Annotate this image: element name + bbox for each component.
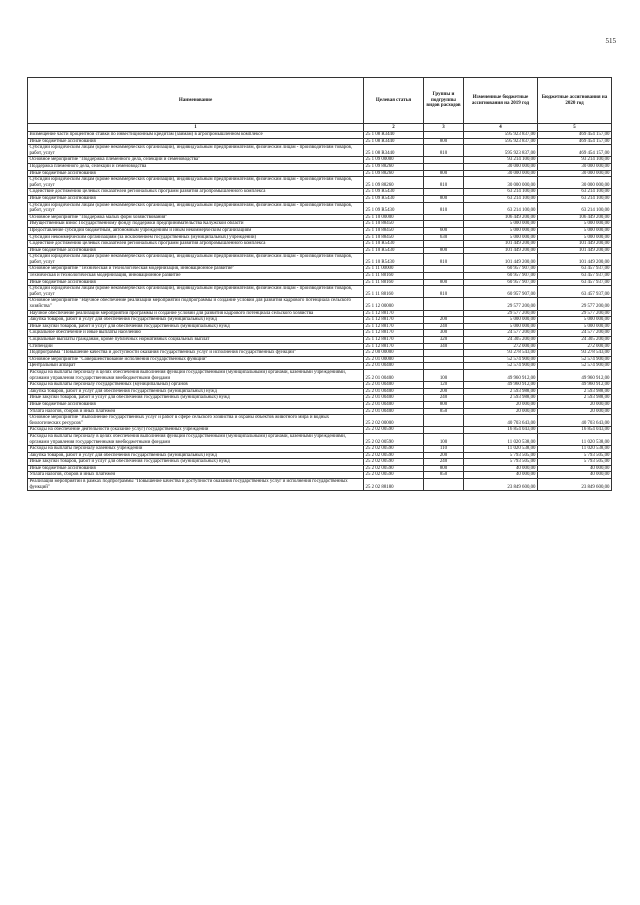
column-number: 5 xyxy=(538,124,612,132)
row-amended-2019: 101 449 200,00 xyxy=(464,241,538,248)
row-expense-group xyxy=(424,310,464,317)
row-expense-group: 810 xyxy=(424,145,464,157)
row-amended-2019: 60 957 907,00 xyxy=(464,266,538,273)
row-expense-group xyxy=(424,214,464,221)
row-expense-group: 800 xyxy=(424,170,464,177)
row-expense-group xyxy=(424,479,464,491)
row-amended-2019: 60 957 907,00 xyxy=(464,273,538,280)
row-amended-2019: 5 000 000,00 xyxy=(464,234,538,241)
row-expense-group xyxy=(424,241,464,248)
row-budget-2020: 93 278 543,00 xyxy=(538,350,612,357)
row-budget-2020: 5 793 505,00 xyxy=(538,452,612,459)
row-expense-group xyxy=(424,298,464,310)
table-row xyxy=(28,452,612,459)
table-row xyxy=(28,472,612,479)
table-row xyxy=(28,177,612,189)
row-amended-2019: 101 449 200,00 xyxy=(464,247,538,254)
table-row xyxy=(28,388,612,395)
row-name: Иные бюджетные ассигнования xyxy=(28,170,364,177)
row-target-code: 25 2 02 00590 xyxy=(364,465,424,472)
row-expense-group: 100 xyxy=(424,433,464,445)
row-target-code: 25 2 02 00590 xyxy=(364,433,424,445)
row-budget-2020: 469 454 157,00 xyxy=(538,145,612,157)
table-row xyxy=(28,317,612,324)
row-name: Иные бюджетные ассигнования xyxy=(28,247,364,254)
row-amended-2019: 595 923 837,00 xyxy=(464,145,538,157)
row-budget-2020: 52 574 900,00 xyxy=(538,356,612,363)
row-budget-2020: 5 000 000,00 xyxy=(538,227,612,234)
row-target-code: 25 1 10 88450 xyxy=(364,234,424,241)
row-amended-2019: 23 849 600,00 xyxy=(464,479,538,491)
table-row xyxy=(28,132,612,139)
row-expense-group: 340 xyxy=(424,343,464,350)
table-row xyxy=(28,337,612,344)
row-amended-2019: 52 574 900,00 xyxy=(464,363,538,370)
row-expense-group xyxy=(424,273,464,280)
row-budget-2020: 101 449 200,00 xyxy=(538,247,612,254)
row-name: Основное мероприятие "Поддержка племенного дела, селекции и семеноводства" xyxy=(28,157,364,164)
table-row xyxy=(28,298,612,310)
table-row xyxy=(28,310,612,317)
row-expense-group xyxy=(424,266,464,273)
row-expense-group: 800 xyxy=(424,138,464,145)
row-budget-2020: 49 960 912,00 xyxy=(538,369,612,381)
row-name: Расходы на выплаты персоналу государственных (муниципальных) органов xyxy=(28,382,364,389)
row-budget-2020: 63 214 100,00 xyxy=(538,189,612,196)
row-target-code: 25 2 02 00590 xyxy=(364,427,424,434)
row-amended-2019: 5 000 000,00 xyxy=(464,323,538,330)
table-row xyxy=(28,241,612,248)
row-target-code: 25 1 10 00000 xyxy=(364,214,424,221)
row-amended-2019: 30 000 000,00 xyxy=(464,163,538,170)
row-name: Субсидии юридическим лицам (кроме некоммерческих организаций), индивидуальным предпринимателям, физическим лицам - производителям товаров, работ, услуг xyxy=(28,286,364,298)
row-expense-group xyxy=(424,221,464,228)
row-target-code: 25 2 01 00400 xyxy=(364,363,424,370)
row-budget-2020: 16 854 043,00 xyxy=(538,427,612,434)
row-target-code: 25 1 09 00000 xyxy=(364,157,424,164)
table-row xyxy=(28,138,612,145)
row-name: Закупка товаров, работ и услуг для обеспечения государственных (муниципальных) нужд xyxy=(28,388,364,395)
row-target-code: 25 1 11 00000 xyxy=(364,266,424,273)
row-expense-group: 120 xyxy=(424,382,464,389)
header-group: Группы и подгруппы видов расходов xyxy=(424,78,464,124)
row-target-code: 25 1 12 88170 xyxy=(364,337,424,344)
row-budget-2020: 5 000 000,00 xyxy=(538,221,612,228)
table-row xyxy=(28,254,612,266)
table-row xyxy=(28,382,612,389)
row-expense-group xyxy=(424,163,464,170)
row-budget-2020: 30 000 000,00 xyxy=(538,170,612,177)
row-name: Иные закупки товаров, работ и услуг для обеспечения государственных (муниципальных) нужд xyxy=(28,459,364,466)
row-target-code: 25 1 12 00000 xyxy=(364,298,424,310)
row-amended-2019: 101 449 200,00 xyxy=(464,254,538,266)
row-name: Субсидии юридическим лицам (кроме некоммерческих организаций), индивидуальным предпринимателям, физическим лицам - производителям товаров, работ, услуг xyxy=(28,177,364,189)
table-row xyxy=(28,189,612,196)
row-target-code: 25 1 10 R5430 xyxy=(364,254,424,266)
table-row xyxy=(28,157,612,164)
row-budget-2020: 20 000,00 xyxy=(538,401,612,408)
row-name: Поддержка племенного дела, селекции и семеноводства xyxy=(28,163,364,170)
row-expense-group: 320 xyxy=(424,337,464,344)
row-target-code: 25 1 08 R3440 xyxy=(364,138,424,145)
table-row xyxy=(28,202,612,214)
table-row xyxy=(28,273,612,280)
row-target-code: 25 1 11 88160 xyxy=(364,273,424,280)
row-target-code: 25 1 09 R5430 xyxy=(364,189,424,196)
row-expense-group: 810 xyxy=(424,286,464,298)
row-expense-group: 300 xyxy=(424,330,464,337)
row-name: Иные бюджетные ассигнования xyxy=(28,401,364,408)
row-budget-2020: 11 020 538,00 xyxy=(538,446,612,453)
row-budget-2020: 5 000 000,00 xyxy=(538,323,612,330)
row-expense-group: 240 xyxy=(424,323,464,330)
row-name: Уплата налогов, сборов и иных платежей xyxy=(28,408,364,415)
budget-table-container xyxy=(27,77,611,491)
row-amended-2019: 106 449 200,00 xyxy=(464,214,538,221)
row-name: Основное мероприятие "Выполнение государственных услуг и работ в сфере сельского хозяйства и охраны объектов животного мира и водных биологических ресурсов" xyxy=(28,415,364,427)
table-row xyxy=(28,479,612,491)
row-name: Уплата налогов, сборов и иных платежей xyxy=(28,472,364,479)
row-amended-2019: 63 214 100,00 xyxy=(464,202,538,214)
table-row xyxy=(28,459,612,466)
header-name: Наименование xyxy=(28,78,364,124)
row-expense-group: 810 xyxy=(424,254,464,266)
row-name: Содействие достижению целевых показателей региональных программ развития агропромышленного комплекса xyxy=(28,189,364,196)
row-expense-group xyxy=(424,356,464,363)
row-amended-2019: 595 923 837,00 xyxy=(464,138,538,145)
row-amended-2019: 29 577 200,00 xyxy=(464,298,538,310)
row-budget-2020: 63 214 100,00 xyxy=(538,195,612,202)
budget-table xyxy=(27,77,612,491)
table-row xyxy=(28,247,612,254)
row-amended-2019: 16 854 043,00 xyxy=(464,427,538,434)
row-amended-2019: 60 957 907,00 xyxy=(464,286,538,298)
row-budget-2020: 63 457 937,00 xyxy=(538,273,612,280)
row-target-code: 25 1 09 R5430 xyxy=(364,195,424,202)
row-budget-2020: 52 574 900,00 xyxy=(538,363,612,370)
row-name: Подпрограмма "Повышение качества и доступности оказания государственных услуг и исполнения государственных функций" xyxy=(28,350,364,357)
row-name: Иные бюджетные ассигнования xyxy=(28,138,364,145)
row-name: Расходы на выплаты персоналу в целях обеспечения выполнения функций государственными (муниципальными) органами, казенными учреждениями, органами управления государственными внебюджетными фондами xyxy=(28,433,364,445)
row-target-code: 25 2 02 00590 xyxy=(364,452,424,459)
row-expense-group: 110 xyxy=(424,446,464,453)
row-amended-2019: 595 923 837,00 xyxy=(464,132,538,139)
row-budget-2020: 63 457 937,00 xyxy=(538,279,612,286)
row-expense-group: 200 xyxy=(424,317,464,324)
row-target-code: 25 1 10 88450 xyxy=(364,221,424,228)
row-expense-group: 600 xyxy=(424,227,464,234)
row-name: Основное мероприятие "Совершенствование исполнения государственных функций" xyxy=(28,356,364,363)
row-name: Расходы на выплаты персоналу казенных учреждений xyxy=(28,446,364,453)
row-name: Техническая и технологическая модернизация, инновационное развитие xyxy=(28,273,364,280)
row-budget-2020: 29 577 200,00 xyxy=(538,298,612,310)
row-target-code: 25 2 02 88180 xyxy=(364,479,424,491)
column-number: 4 xyxy=(464,124,538,132)
row-name: Стипендии xyxy=(28,343,364,350)
row-amended-2019: 5 000 000,00 xyxy=(464,227,538,234)
row-amended-2019: 11 020 538,00 xyxy=(464,433,538,445)
row-amended-2019: 93 214 100,00 xyxy=(464,157,538,164)
row-name: Возмещение части процентной ставки по инвестиционным кредитам (займам) в агропромышленном комплексе xyxy=(28,132,364,139)
table-row xyxy=(28,266,612,273)
row-target-code: 25 2 01 00400 xyxy=(364,382,424,389)
row-name: Расходы на выплаты персоналу в целях обеспечения выполнения функций государственными (муниципальными) органами, казенными учреждениями, органами управления государственными внебюджетными фондами xyxy=(28,369,364,381)
row-target-code: 25 1 10 R5430 xyxy=(364,247,424,254)
row-name: Центральный аппарат xyxy=(28,363,364,370)
row-expense-group xyxy=(424,189,464,196)
row-name: Иные бюджетные ассигнования xyxy=(28,279,364,286)
row-amended-2019: 40 703 643,00 xyxy=(464,415,538,427)
row-budget-2020: 63 457 937,00 xyxy=(538,266,612,273)
table-row xyxy=(28,330,612,337)
row-name: Иные бюджетные ассигнования xyxy=(28,465,364,472)
row-budget-2020: 101 449 200,00 xyxy=(538,254,612,266)
row-budget-2020: 5 000 000,00 xyxy=(538,317,612,324)
row-name: Иные бюджетные ассигнования xyxy=(28,195,364,202)
table-row xyxy=(28,323,612,330)
row-amended-2019: 2 593 988,00 xyxy=(464,388,538,395)
row-target-code: 25 1 11 88160 xyxy=(364,279,424,286)
row-budget-2020: 30 000 000,00 xyxy=(538,163,612,170)
table-row xyxy=(28,214,612,221)
table-row xyxy=(28,343,612,350)
row-amended-2019: 29 577 200,00 xyxy=(464,310,538,317)
row-budget-2020: 29 577 200,00 xyxy=(538,310,612,317)
row-target-code: 25 2 02 00000 xyxy=(364,415,424,427)
row-budget-2020: 23 849 600,00 xyxy=(538,479,612,491)
row-name: Имущественный взнос Государственному фонду поддержки предпринимательства Калужской области xyxy=(28,221,364,228)
row-target-code: 25 2 01 00400 xyxy=(364,395,424,402)
row-budget-2020: 2 593 988,00 xyxy=(538,388,612,395)
row-expense-group: 100 xyxy=(424,369,464,381)
row-amended-2019: 63 214 100,00 xyxy=(464,189,538,196)
row-expense-group: 630 xyxy=(424,234,464,241)
row-amended-2019: 40 000,00 xyxy=(464,465,538,472)
row-budget-2020: 5 000 000,00 xyxy=(538,234,612,241)
column-number-row xyxy=(28,124,612,132)
row-target-code: 25 1 12 88170 xyxy=(364,317,424,324)
row-amended-2019: 20 000,00 xyxy=(464,401,538,408)
row-name: Закупка товаров, работ и услуг для обеспечения государственных (муниципальных) нужд xyxy=(28,452,364,459)
row-target-code: 25 1 10 R5430 xyxy=(364,241,424,248)
row-expense-group: 800 xyxy=(424,279,464,286)
row-name: Социальные выплаты гражданам, кроме публичных нормативных социальных выплат xyxy=(28,337,364,344)
header-row xyxy=(28,78,612,124)
row-expense-group: 810 xyxy=(424,177,464,189)
row-target-code: 25 2 00 00000 xyxy=(364,350,424,357)
table-row xyxy=(28,227,612,234)
row-amended-2019: 52 574 900,00 xyxy=(464,356,538,363)
table-row xyxy=(28,446,612,453)
row-amended-2019: 30 000 000,00 xyxy=(464,177,538,189)
row-name: Закупка товаров, работ и услуг для обеспечения государственных (муниципальных) нужд xyxy=(28,317,364,324)
table-row xyxy=(28,286,612,298)
column-number: 2 xyxy=(364,124,424,132)
row-target-code: 25 1 08 R3440 xyxy=(364,145,424,157)
row-expense-group xyxy=(424,415,464,427)
table-row xyxy=(28,363,612,370)
row-amended-2019: 20 000,00 xyxy=(464,408,538,415)
table-row xyxy=(28,195,612,202)
row-amended-2019: 5 000 000,00 xyxy=(464,317,538,324)
row-target-code: 25 2 01 00400 xyxy=(364,369,424,381)
row-target-code: 25 2 02 00590 xyxy=(364,446,424,453)
table-row xyxy=(28,356,612,363)
column-number: 3 xyxy=(424,124,464,132)
row-amended-2019: 5 793 505,00 xyxy=(464,459,538,466)
row-budget-2020: 40 000,00 xyxy=(538,465,612,472)
row-target-code: 25 1 12 88170 xyxy=(364,330,424,337)
row-target-code: 25 1 10 88450 xyxy=(364,227,424,234)
row-amended-2019: 63 214 100,00 xyxy=(464,195,538,202)
header-budget-2020: Бюджетные ассигнования на 2020 год xyxy=(538,78,612,124)
table-row xyxy=(28,234,612,241)
row-name: Предоставление субсидий бюджетным, автономным учреждениям и иным некоммерческим организациям xyxy=(28,227,364,234)
row-expense-group xyxy=(424,132,464,139)
row-expense-group: 800 xyxy=(424,465,464,472)
row-budget-2020: 30 000 000,00 xyxy=(538,177,612,189)
row-amended-2019: 2 593 988,00 xyxy=(464,395,538,402)
table-body xyxy=(28,124,612,491)
header-code: Целевая статья xyxy=(364,78,424,124)
row-expense-group: 850 xyxy=(424,408,464,415)
row-name: Содействие достижению целевых показателей региональных программ развития агропромышленного комплекса xyxy=(28,241,364,248)
row-expense-group xyxy=(424,427,464,434)
row-expense-group: 800 xyxy=(424,195,464,202)
row-amended-2019: 49 960 912,00 xyxy=(464,382,538,389)
row-amended-2019: 60 957 907,00 xyxy=(464,279,538,286)
row-amended-2019: 30 000 000,00 xyxy=(464,170,538,177)
row-name: Основное мероприятие "Техническая и технологическая модернизация, инновационное развитие" xyxy=(28,266,364,273)
row-amended-2019: 40 000,00 xyxy=(464,472,538,479)
row-amended-2019: 5 793 505,00 xyxy=(464,452,538,459)
row-amended-2019: 24 305 200,00 xyxy=(464,337,538,344)
page-number: 515 xyxy=(605,37,616,45)
row-expense-group: 850 xyxy=(424,472,464,479)
row-amended-2019: 93 278 543,00 xyxy=(464,350,538,357)
row-budget-2020: 272 000,00 xyxy=(538,343,612,350)
row-name: Субсидии юридическим лицам (кроме некоммерческих организаций), индивидуальным предпринимателям, физическим лицам - производителям товаров, работ, услуг xyxy=(28,254,364,266)
row-name: Субсидии юридическим лицам (кроме некоммерческих организаций), индивидуальным предпринимателям, физическим лицам - производителям товаров, работ, услуг xyxy=(28,145,364,157)
table-row xyxy=(28,427,612,434)
row-budget-2020: 106 449 200,00 xyxy=(538,214,612,221)
row-budget-2020: 40 000,00 xyxy=(538,472,612,479)
row-expense-group: 200 xyxy=(424,452,464,459)
row-name: Субсидии юридическим лицам (кроме некоммерческих организаций), индивидуальным предпринимателям, физическим лицам - производителям товаров, работ, услуг xyxy=(28,202,364,214)
row-name: Основное мероприятие "Поддержка малых форм хозяйствования" xyxy=(28,214,364,221)
table-row xyxy=(28,279,612,286)
row-amended-2019: 5 000 000,00 xyxy=(464,221,538,228)
row-amended-2019: 24 577 200,00 xyxy=(464,330,538,337)
row-expense-group: 800 xyxy=(424,401,464,408)
row-target-code: 25 1 12 88170 xyxy=(364,323,424,330)
row-expense-group xyxy=(424,350,464,357)
row-name: Основное мероприятие "Научное обеспечение реализации мероприятий подпрограммы и создание условий для развития кадрового потенциала сельского хозяйства" xyxy=(28,298,364,310)
row-target-code: 25 2 01 00400 xyxy=(364,401,424,408)
table-row xyxy=(28,163,612,170)
row-target-code: 25 1 09 88260 xyxy=(364,163,424,170)
row-name: Иные закупки товаров, работ и услуг для обеспечения государственных (муниципальных) нужд xyxy=(28,395,364,402)
row-amended-2019: 11 020 538,00 xyxy=(464,446,538,453)
row-name: Социальное обеспечение и иные выплаты населению xyxy=(28,330,364,337)
row-name: Расходы на обеспечение деятельности (оказание услуг) государственных учреждений xyxy=(28,427,364,434)
row-target-code: 25 2 02 00590 xyxy=(364,459,424,466)
table-row xyxy=(28,170,612,177)
row-name: Субсидии некоммерческим организациям (за исключением государственных (муниципальных) учреждений) xyxy=(28,234,364,241)
row-budget-2020: 101 449 200,00 xyxy=(538,241,612,248)
row-budget-2020: 469 454 157,00 xyxy=(538,138,612,145)
row-name: Научное обеспечение реализации мероприятий программы и создание условий для развития кадрового потенциала сельского хозяйства xyxy=(28,310,364,317)
row-budget-2020: 11 020 538,00 xyxy=(538,433,612,445)
row-target-code: 25 1 11 88160 xyxy=(364,286,424,298)
row-target-code: 25 1 08 R3440 xyxy=(364,132,424,139)
table-row xyxy=(28,408,612,415)
table-row xyxy=(28,395,612,402)
row-expense-group xyxy=(424,363,464,370)
row-budget-2020: 93 214 100,00 xyxy=(538,157,612,164)
row-expense-group: 200 xyxy=(424,388,464,395)
row-amended-2019: 272 000,00 xyxy=(464,343,538,350)
row-target-code: 25 2 01 00000 xyxy=(364,356,424,363)
row-budget-2020: 24 577 200,00 xyxy=(538,330,612,337)
table-header xyxy=(28,78,612,124)
row-name: Реализация мероприятий в рамках подпрограммы "Повышение качества и доступности оказания государственных услуг и исполнения государственных функций" xyxy=(28,479,364,491)
row-expense-group xyxy=(424,157,464,164)
table-row xyxy=(28,350,612,357)
table-row xyxy=(28,145,612,157)
row-budget-2020: 40 703 643,00 xyxy=(538,415,612,427)
row-expense-group: 240 xyxy=(424,395,464,402)
row-expense-group: 240 xyxy=(424,459,464,466)
row-budget-2020: 469 454 157,00 xyxy=(538,132,612,139)
row-target-code: 25 1 12 88170 xyxy=(364,310,424,317)
row-budget-2020: 49 960 912,00 xyxy=(538,382,612,389)
column-number: 1 xyxy=(28,124,364,132)
row-target-code: 25 1 09 88260 xyxy=(364,170,424,177)
header-amended-2019: Измененные бюджетные ассигнования на 2019 год xyxy=(464,78,538,124)
row-target-code: 25 2 01 00400 xyxy=(364,408,424,415)
table-row xyxy=(28,465,612,472)
row-target-code: 25 1 12 88170 xyxy=(364,343,424,350)
row-budget-2020: 20 000,00 xyxy=(538,408,612,415)
row-amended-2019: 49 960 912,00 xyxy=(464,369,538,381)
table-row xyxy=(28,369,612,381)
row-target-code: 25 2 02 00590 xyxy=(364,472,424,479)
row-expense-group: 800 xyxy=(424,247,464,254)
row-name: Иные закупки товаров, работ и услуг для обеспечения государственных (муниципальных) нужд xyxy=(28,323,364,330)
row-target-code: 25 1 09 88260 xyxy=(364,177,424,189)
row-budget-2020: 2 593 988,00 xyxy=(538,395,612,402)
table-row xyxy=(28,401,612,408)
table-row xyxy=(28,415,612,427)
row-budget-2020: 24 305 200,00 xyxy=(538,337,612,344)
row-expense-group: 810 xyxy=(424,202,464,214)
table-row xyxy=(28,221,612,228)
row-budget-2020: 63 214 100,00 xyxy=(538,202,612,214)
row-budget-2020: 5 793 505,00 xyxy=(538,459,612,466)
row-target-code: 25 1 09 R5430 xyxy=(364,202,424,214)
row-target-code: 25 2 01 00400 xyxy=(364,388,424,395)
row-budget-2020: 63 457 937,00 xyxy=(538,286,612,298)
table-row xyxy=(28,433,612,445)
